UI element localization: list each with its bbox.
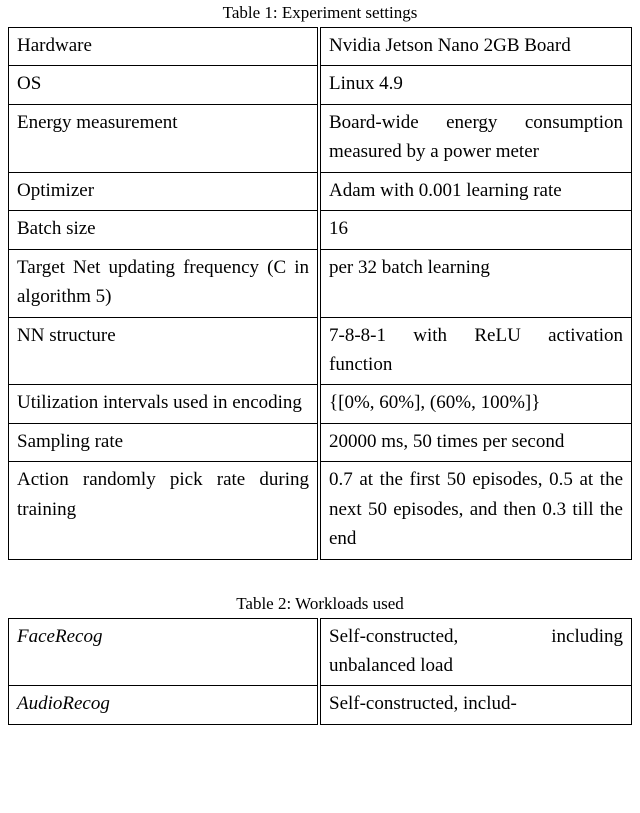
setting-value-cell: {[0%, 60%], (60%, 100%]} bbox=[319, 385, 632, 423]
setting-key-cell: NN structure bbox=[9, 317, 320, 385]
table-row bbox=[9, 423, 632, 461]
setting-value-cell: 20000 ms, 50 times per second bbox=[319, 423, 632, 461]
workload-desc-cell: Self-constructed, includ- bbox=[319, 686, 632, 724]
setting-value-cell: Linux 4.9 bbox=[319, 66, 632, 104]
setting-key-cell: Utilization intervals used in encoding bbox=[9, 385, 320, 423]
table-row bbox=[9, 211, 632, 249]
workload-desc-cell: Self-constructed, including unbalanced load bbox=[319, 618, 632, 686]
workloads-table bbox=[8, 618, 632, 725]
table-row bbox=[9, 28, 632, 66]
setting-value-cell: Nvidia Jetson Nano 2GB Board bbox=[319, 28, 632, 66]
setting-value-cell: Board-wide energy consumption measured by a power meter bbox=[319, 104, 632, 172]
setting-value-cell: 0.7 at the first 50 episodes, 0.5 at the next 50 episodes, and then 0.3 till the end bbox=[319, 462, 632, 559]
table-row bbox=[9, 462, 632, 559]
setting-value-cell: Adam with 0.001 learning rate bbox=[319, 172, 632, 210]
table-row bbox=[9, 618, 632, 686]
table-row bbox=[9, 249, 632, 317]
setting-value-cell: per 32 batch learning bbox=[319, 249, 632, 317]
setting-key-cell: Action randomly pick rate during training bbox=[9, 462, 320, 559]
workload-name-cell: AudioRecog bbox=[9, 686, 320, 724]
setting-key-cell: Hardware bbox=[9, 28, 320, 66]
setting-key-cell: Optimizer bbox=[9, 172, 320, 210]
table-row bbox=[9, 172, 632, 210]
table-row bbox=[9, 317, 632, 385]
setting-key-cell: OS bbox=[9, 66, 320, 104]
setting-key-cell: Sampling rate bbox=[9, 423, 320, 461]
table-row bbox=[9, 104, 632, 172]
table1-caption: Table 1: Experiment settings bbox=[222, 3, 418, 22]
table-row bbox=[9, 385, 632, 423]
table-row bbox=[9, 66, 632, 104]
setting-value-cell: 7-8-8-1 with ReLU activation function bbox=[319, 317, 632, 385]
setting-key-cell: Target Net updating frequency (C in algorithm 5) bbox=[9, 249, 320, 317]
setting-key-cell: Energy measurement bbox=[9, 104, 320, 172]
workload-name-cell: FaceRecog bbox=[9, 618, 320, 686]
table-row bbox=[9, 686, 632, 724]
setting-value-cell: 16 bbox=[319, 211, 632, 249]
experiment-settings-table bbox=[8, 27, 632, 560]
table2-caption: Table 2: Workloads used bbox=[236, 593, 404, 613]
setting-key-cell: Batch size bbox=[9, 211, 320, 249]
